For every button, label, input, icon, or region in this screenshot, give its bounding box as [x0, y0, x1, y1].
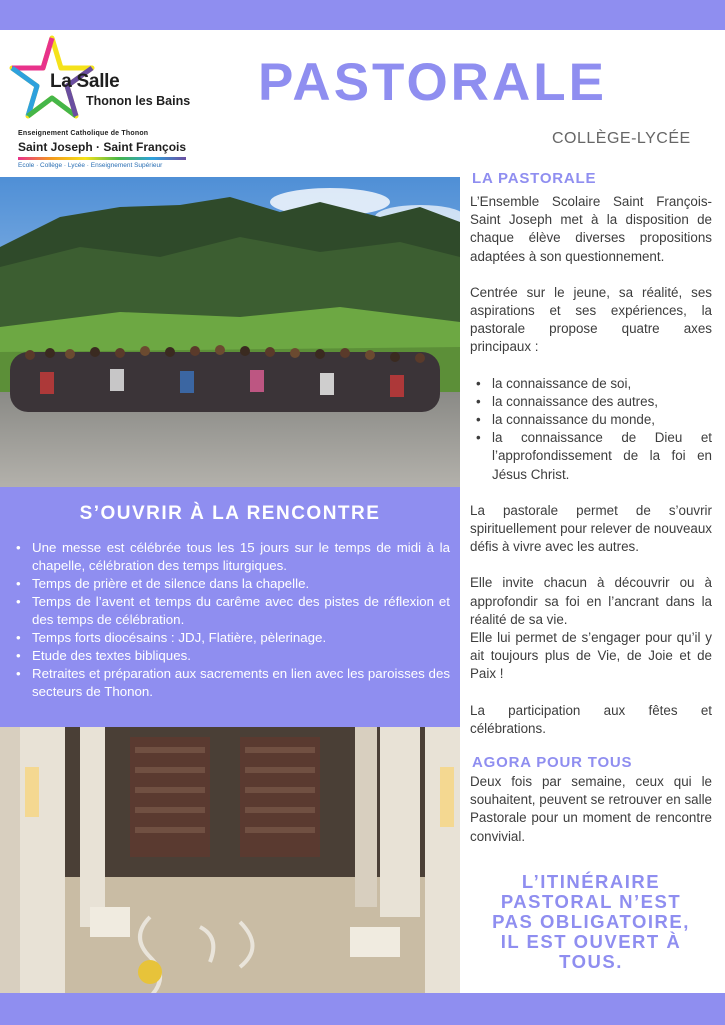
list-item: • Une messe est célébrée tous les 15 jours sur le temps de midi à la chapelle, célébration des temps liturgiques. — [14, 539, 450, 575]
callout-line: PASTORAL N’EST — [500, 890, 682, 912]
list-item: • Temps de prière et de silence dans la chapelle. — [14, 575, 450, 593]
list-item: • la connaissance des autres, — [474, 393, 712, 411]
church-interior-photo — [0, 727, 460, 993]
mountain-landscape-image — [0, 177, 460, 487]
logo-line-2: Saint Joseph · Saint François — [18, 140, 187, 154]
list-item: • la connaissance de Dieu et l’approfondissement de la foi en Jésus Christ. — [474, 429, 712, 484]
logo-line-3: Ecole · Collège · Lycée · Enseignement Supérieur — [18, 162, 163, 169]
pastorale-paragraph: La pastorale permet de s’ouvrir spirituellement pour relever de nouveaux défis à vivre avec les autres. — [470, 502, 712, 555]
group-mountain-photo — [0, 177, 460, 487]
list-item: • Retraites et préparation aux sacrements en lien avec les paroisses des secteurs de Thonon. — [14, 665, 450, 701]
callout-line: TOUS. — [559, 950, 623, 972]
logo-color-rule — [18, 157, 186, 160]
rencontre-section — [0, 487, 460, 727]
callout-line: PAS OBLIGATOIRE, — [492, 910, 690, 932]
callout-line: IL EST OUVERT À — [500, 930, 682, 952]
church-interior-image — [0, 727, 460, 993]
page-title: PASTORALE — [258, 53, 607, 112]
right-column — [466, 170, 712, 972]
logo-brand: La Salle — [50, 71, 120, 92]
callout-line: L’ITINÉRAIRE — [521, 870, 661, 892]
list-item: • la connaissance du monde, — [474, 411, 712, 429]
agora-text: Deux fois par semaine, ceux qui le souhaitent, peuvent se retrouver en salle Pastorale pour un moment de rencontre convivial. — [470, 774, 712, 844]
logo-city: Thonon les Bains — [86, 94, 191, 108]
list-item: • Etude des textes bibliques. — [14, 647, 450, 665]
pastorale-heading: LA PASTORALE — [472, 170, 597, 187]
la-salle-logo — [6, 34, 196, 174]
rencontre-list — [14, 539, 450, 701]
pastorale-axes-intro: Centrée sur le jeune, sa réalité, ses aspirations et ses expériences, la pastorale propose quatre axes principaux : — [470, 284, 712, 355]
top-color-band — [0, 0, 725, 30]
pastorale-intro: L’Ensemble Scolaire Saint François-Saint Joseph met à la disposition de chaque élève diverses propositions adaptées à son questionnement. — [470, 194, 712, 264]
itineraire-callout — [466, 872, 712, 972]
pastorale-paragraph: Elle invite chacun à découvrir ou à approfondir sa foi en l’ancrant dans la réalité de sa vie. — [470, 575, 712, 627]
axes-list — [474, 375, 712, 484]
bottom-color-band — [0, 993, 725, 1025]
list-item: • Temps de l’avent et temps du carême avec des pistes de réflexion et des temps de célébration. — [14, 593, 450, 629]
page-subtitle: COLLÈGE-LYCÉE — [552, 130, 691, 147]
list-item: • Temps forts diocésains : JDJ, Flatière, pèlerinage. — [14, 629, 450, 647]
logo-line-1: Enseignement Catholique de Thonon — [18, 130, 149, 137]
list-item: • la connaissance de soi, — [474, 375, 712, 393]
agora-heading: AGORA POUR TOUS — [472, 754, 633, 772]
pastorale-paragraph: Elle lui permet de s’engager pour qu’il y ait toujours plus de Vie, de Joie et de Paix ! — [470, 630, 712, 682]
rencontre-title: S’OUVRIR À LA RENCONTRE — [79, 503, 381, 524]
pastorale-paragraph: La participation aux fêtes et célébrations. — [470, 702, 712, 736]
